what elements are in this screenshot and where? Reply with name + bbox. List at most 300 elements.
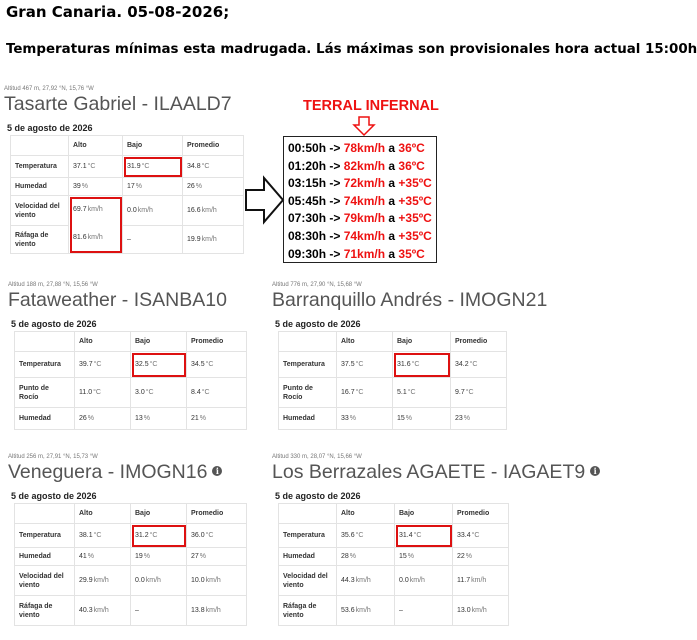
unit: % bbox=[405, 415, 413, 422]
humidity-high-cell bbox=[337, 408, 393, 430]
dew-high-cell bbox=[337, 378, 393, 408]
terral-row bbox=[288, 210, 436, 228]
station-panel-tasarte bbox=[4, 86, 254, 266]
unit: °C bbox=[141, 163, 150, 170]
value: 11.0 bbox=[79, 389, 93, 396]
value: 17 bbox=[127, 183, 135, 190]
joiner: a bbox=[385, 158, 399, 173]
temperature: +35ºC bbox=[398, 228, 432, 243]
unit: % bbox=[407, 553, 415, 560]
temp-low-cell-highlighted bbox=[131, 352, 187, 378]
label-line: Punto de bbox=[19, 384, 49, 392]
station-meta: Altitud 776 m, 27,90 °N, 15,68 °W bbox=[272, 282, 362, 288]
row-label-humidity: Humedad bbox=[279, 548, 337, 566]
table-row-dew-point bbox=[15, 378, 247, 408]
station-panel-barranquillo bbox=[272, 282, 548, 442]
value: – bbox=[127, 236, 131, 243]
label-line: Ráfaga de bbox=[283, 602, 317, 610]
temp-high-cell bbox=[337, 524, 395, 548]
value: 39 bbox=[73, 183, 81, 190]
wind-avg-cell bbox=[453, 566, 509, 596]
humidity-avg-cell bbox=[183, 178, 244, 196]
col-header-low: Bajo bbox=[395, 504, 453, 524]
wind-low-cell bbox=[131, 566, 187, 596]
table-header-row bbox=[15, 504, 247, 524]
humidity-low-cell bbox=[393, 408, 451, 430]
unit: km/h bbox=[355, 607, 371, 614]
row-label-humidity: Humedad bbox=[279, 408, 337, 430]
value: 31.9 bbox=[127, 163, 141, 170]
table-row-temperature bbox=[15, 352, 247, 378]
label-line: Ráfaga de bbox=[19, 602, 53, 610]
summary-date: 5 de agosto de 2026 bbox=[11, 319, 97, 329]
terral-row bbox=[288, 228, 436, 246]
table-row-wind-gust bbox=[15, 596, 247, 626]
col-header-avg: Promedio bbox=[183, 136, 244, 156]
value: 11.7 bbox=[457, 577, 471, 584]
value: 22 bbox=[457, 553, 465, 560]
temperature: +35ºC bbox=[398, 211, 432, 226]
humidity-high-cell bbox=[75, 548, 131, 566]
row-label-wind-speed bbox=[11, 196, 69, 226]
value: 37.1 bbox=[73, 163, 87, 170]
row-label-wind-speed bbox=[15, 566, 75, 596]
value: 39.7 bbox=[79, 361, 93, 368]
temp-low-cell-highlighted bbox=[123, 156, 183, 178]
humidity-avg-cell bbox=[187, 408, 247, 430]
table-header-row bbox=[11, 136, 244, 156]
station-title-text: Veneguera - IMOGN16 bbox=[8, 461, 208, 483]
value: 8.4 bbox=[191, 389, 201, 396]
weather-summary-table bbox=[278, 331, 507, 430]
unit: % bbox=[87, 553, 95, 560]
unit: % bbox=[349, 553, 357, 560]
info-icon[interactable]: i bbox=[590, 466, 600, 476]
wind-speed: 74km/h bbox=[343, 193, 386, 208]
value: 26 bbox=[187, 183, 195, 190]
row-label-humidity: Humedad bbox=[15, 408, 75, 430]
unit: km/h bbox=[93, 607, 109, 614]
temperature: +35ºC bbox=[398, 176, 432, 191]
row-label-temperature: Temperatura bbox=[15, 352, 75, 378]
value: 29.9 bbox=[79, 577, 93, 584]
table-row-wind-speed bbox=[15, 566, 247, 596]
gust-low-cell bbox=[395, 596, 453, 626]
value: – bbox=[399, 607, 403, 614]
unit: °C bbox=[205, 361, 214, 368]
table-row-wind-gust bbox=[279, 596, 509, 626]
unit: km/h bbox=[471, 607, 487, 614]
unit: °C bbox=[471, 532, 480, 539]
unit: °C bbox=[149, 532, 158, 539]
weather-summary-table bbox=[14, 331, 247, 430]
label-line: Velocidad del bbox=[19, 572, 64, 580]
row-label-wind-speed bbox=[279, 566, 337, 596]
temp-high-cell bbox=[69, 156, 123, 178]
unit: km/h bbox=[355, 577, 371, 584]
joiner: a bbox=[385, 211, 399, 226]
label-line: viento bbox=[15, 211, 36, 219]
value: 0.0 bbox=[127, 207, 137, 214]
temp-low-cell-highlighted bbox=[393, 352, 451, 378]
time: 05:45h bbox=[288, 193, 327, 208]
label-line: Ráfaga de bbox=[15, 231, 49, 239]
unit: % bbox=[87, 415, 95, 422]
value: 33.4 bbox=[457, 532, 471, 539]
time: 07:30h bbox=[288, 211, 327, 226]
dew-low-cell bbox=[131, 378, 187, 408]
row-label-dew-point bbox=[15, 378, 75, 408]
wind-speed: 78km/h bbox=[343, 141, 386, 155]
terral-row bbox=[288, 158, 436, 176]
col-header-low: Bajo bbox=[131, 332, 187, 352]
unit: km/h bbox=[409, 577, 425, 584]
weather-summary-table bbox=[10, 135, 244, 254]
temp-low-cell-highlighted bbox=[395, 524, 453, 548]
wind-speed: 72km/h bbox=[343, 176, 386, 191]
station-title-text: Los Berrazales AGAETE - IAGAET9 bbox=[272, 461, 586, 483]
gust-high-cell bbox=[75, 596, 131, 626]
value: 31.6 bbox=[397, 361, 411, 368]
label-line: Rocío bbox=[283, 393, 303, 401]
unit: % bbox=[143, 415, 151, 422]
value: 33 bbox=[341, 415, 349, 422]
value: 28 bbox=[341, 553, 349, 560]
gust-avg-cell bbox=[187, 596, 247, 626]
unit: °C bbox=[93, 532, 102, 539]
unit: °C bbox=[149, 361, 158, 368]
unit: °C bbox=[205, 532, 214, 539]
terral-row bbox=[288, 193, 436, 211]
value: 16.7 bbox=[341, 389, 355, 396]
humidity-avg-cell bbox=[187, 548, 247, 566]
terral-row bbox=[288, 175, 436, 193]
time: 03:15h bbox=[288, 176, 327, 191]
col-header-low: Bajo bbox=[393, 332, 451, 352]
unit: km/h bbox=[87, 206, 103, 213]
unit: °C bbox=[465, 389, 474, 396]
table-row-humidity bbox=[279, 408, 507, 430]
temperature: +35ºC bbox=[398, 193, 432, 208]
temp-avg-cell bbox=[183, 156, 244, 178]
station-meta: Altitud 188 m, 27,88 °N, 15,56 °W bbox=[8, 282, 98, 288]
temperature: 36ºC bbox=[398, 158, 425, 173]
unit: °C bbox=[87, 163, 96, 170]
value: 13.8 bbox=[191, 607, 205, 614]
time: 09:30h bbox=[288, 246, 327, 261]
terral-title: TERRAL INFERNAL bbox=[303, 98, 439, 114]
terral-row bbox=[288, 140, 436, 158]
summary-date: 5 de agosto de 2026 bbox=[7, 123, 93, 133]
wind-high-cells-highlighted bbox=[69, 196, 123, 254]
value: – bbox=[135, 607, 139, 614]
label-line: Velocidad del bbox=[15, 202, 60, 210]
table-header-row bbox=[15, 332, 247, 352]
value: 21 bbox=[191, 415, 199, 422]
value: 16.6 bbox=[187, 207, 201, 214]
value: 38.1 bbox=[79, 532, 93, 539]
value: 34.5 bbox=[191, 361, 205, 368]
station-title[interactable]: Fataweather - ISANBA10 bbox=[8, 289, 227, 311]
unit: °C bbox=[413, 532, 422, 539]
temp-high-cell bbox=[75, 524, 131, 548]
value: 27 bbox=[191, 553, 199, 560]
empty-header-cell bbox=[11, 136, 69, 156]
temperature: 36ºC bbox=[398, 141, 425, 155]
unit: °C bbox=[411, 361, 420, 368]
value: 34.8 bbox=[187, 163, 201, 170]
station-title[interactable]: Tasarte Gabriel - ILAALD7 bbox=[4, 93, 232, 115]
unit: km/h bbox=[471, 577, 487, 584]
value: 0.0 bbox=[135, 577, 145, 584]
unit: % bbox=[195, 183, 203, 190]
value: 36.0 bbox=[191, 532, 205, 539]
station-meta: Altitud 467 m, 27,92 °N, 15,76 °W bbox=[4, 86, 94, 92]
station-title[interactable] bbox=[8, 461, 222, 484]
label-line: viento bbox=[19, 611, 40, 619]
row-label-temperature: Temperatura bbox=[15, 524, 75, 548]
empty-header-cell bbox=[15, 504, 75, 524]
arrow-sep: -> bbox=[326, 193, 344, 208]
col-header-high: Alto bbox=[69, 136, 123, 156]
empty-header-cell bbox=[15, 332, 75, 352]
unit: °C bbox=[355, 532, 364, 539]
temp-avg-cell bbox=[187, 524, 247, 548]
station-meta: Altitud 256 m, 27,91 °N, 15,73 °W bbox=[8, 454, 98, 460]
humidity-avg-cell bbox=[453, 548, 509, 566]
unit: km/h bbox=[201, 207, 217, 214]
temp-avg-cell bbox=[453, 524, 509, 548]
right-arrow-icon bbox=[244, 175, 286, 225]
unit: km/h bbox=[205, 607, 221, 614]
unit: °C bbox=[407, 389, 416, 396]
table-row-humidity bbox=[279, 548, 509, 566]
value: 15 bbox=[399, 553, 407, 560]
unit: % bbox=[135, 183, 143, 190]
dew-high-cell bbox=[75, 378, 131, 408]
humidity-avg-cell bbox=[451, 408, 507, 430]
joiner: a bbox=[385, 141, 399, 155]
terral-list bbox=[283, 136, 437, 263]
humidity-low-cell bbox=[395, 548, 453, 566]
table-row-wind-gust bbox=[11, 226, 244, 254]
value: 15 bbox=[397, 415, 405, 422]
row-label-temperature: Temperatura bbox=[11, 156, 69, 178]
row-label-wind-gust bbox=[279, 596, 337, 626]
time: 00:50h bbox=[288, 141, 327, 155]
info-icon[interactable]: i bbox=[212, 466, 222, 476]
label-line: viento bbox=[283, 611, 304, 619]
table-row-temperature bbox=[279, 524, 509, 548]
label-line: Punto de bbox=[283, 384, 313, 392]
table-row-dew-point bbox=[279, 378, 507, 408]
value: 13.0 bbox=[457, 607, 471, 614]
station-meta: Altitud 330 m, 28,07 °N, 15,66 °W bbox=[272, 454, 362, 460]
unit: % bbox=[463, 415, 471, 422]
col-header-low: Bajo bbox=[131, 504, 187, 524]
humidity-high-cell bbox=[75, 408, 131, 430]
dew-low-cell bbox=[393, 378, 451, 408]
empty-header-cell bbox=[279, 332, 337, 352]
dew-avg-cell bbox=[451, 378, 507, 408]
unit: °C bbox=[93, 361, 102, 368]
unit: °C bbox=[469, 361, 478, 368]
unit: km/h bbox=[145, 577, 161, 584]
page-subtitle: Temperaturas mínimas esta madrugada. Lás máximas son provisionales hora actual 15:00h bbox=[6, 42, 697, 57]
wind-low-cell bbox=[395, 566, 453, 596]
time: 08:30h bbox=[288, 228, 327, 243]
temp-avg-cell bbox=[187, 352, 247, 378]
gust-avg-cell bbox=[453, 596, 509, 626]
gust-high-cell bbox=[337, 596, 395, 626]
wind-speed: 82km/h bbox=[343, 158, 386, 173]
row-label-wind-gust bbox=[11, 226, 69, 254]
value: 34.2 bbox=[455, 361, 469, 368]
joiner: a bbox=[385, 176, 399, 191]
unit: km/h bbox=[87, 234, 103, 241]
table-row-temperature bbox=[279, 352, 507, 378]
unit: °C bbox=[93, 389, 101, 396]
unit: km/h bbox=[137, 207, 153, 214]
row-label-wind-gust bbox=[15, 596, 75, 626]
unit: °C bbox=[355, 389, 364, 396]
unit: % bbox=[81, 183, 89, 190]
table-row-temperature bbox=[15, 524, 247, 548]
value: 81.6 bbox=[73, 234, 87, 241]
gust-low-cell bbox=[123, 226, 183, 254]
table-row-humidity bbox=[11, 178, 244, 196]
empty-header-cell bbox=[279, 504, 337, 524]
temp-high-cell bbox=[337, 352, 393, 378]
value: 69.7 bbox=[73, 206, 87, 213]
row-label-humidity: Humedad bbox=[15, 548, 75, 566]
wind-speed: 71km/h bbox=[343, 246, 386, 261]
station-panel-fataweather bbox=[8, 282, 248, 442]
value: 9.7 bbox=[455, 389, 465, 396]
time: 01:20h bbox=[288, 158, 327, 173]
row-label-temperature: Temperatura bbox=[279, 524, 337, 548]
col-header-avg: Promedio bbox=[187, 332, 247, 352]
table-row-humidity bbox=[15, 408, 247, 430]
value: 19 bbox=[135, 553, 143, 560]
col-header-low: Bajo bbox=[123, 136, 183, 156]
value: 26 bbox=[79, 415, 87, 422]
value: 0.0 bbox=[399, 577, 409, 584]
joiner: a bbox=[385, 193, 399, 208]
unit: km/h bbox=[93, 577, 109, 584]
temp-high-cell bbox=[75, 352, 131, 378]
row-label-temperature: Temperatura bbox=[279, 352, 337, 378]
wind-high-cell bbox=[75, 566, 131, 596]
value: 13 bbox=[135, 415, 143, 422]
value: 19.9 bbox=[187, 236, 201, 243]
arrow-sep: -> bbox=[326, 228, 344, 243]
value: 35.6 bbox=[341, 532, 355, 539]
label-line: viento bbox=[283, 581, 304, 589]
arrow-sep: -> bbox=[326, 246, 344, 261]
value: 23 bbox=[455, 415, 463, 422]
label-line: viento bbox=[19, 581, 40, 589]
station-panel-berrazales bbox=[272, 454, 597, 640]
row-label-humidity: Humedad bbox=[11, 178, 69, 196]
dew-avg-cell bbox=[187, 378, 247, 408]
table-row-humidity bbox=[15, 548, 247, 566]
unit: °C bbox=[201, 163, 210, 170]
joiner: a bbox=[385, 228, 399, 243]
col-header-high: Alto bbox=[75, 332, 131, 352]
col-header-avg: Promedio bbox=[187, 504, 247, 524]
unit: °C bbox=[201, 389, 210, 396]
unit: °C bbox=[355, 361, 364, 368]
col-header-high: Alto bbox=[337, 332, 393, 352]
unit: km/h bbox=[205, 577, 221, 584]
value: 53.6 bbox=[341, 607, 355, 614]
humidity-low-cell bbox=[123, 178, 183, 196]
unit: % bbox=[349, 415, 357, 422]
value: 40.3 bbox=[79, 607, 93, 614]
table-row-wind-speed bbox=[279, 566, 509, 596]
temperature: 35ºC bbox=[398, 246, 425, 261]
summary-date: 5 de agosto de 2026 bbox=[275, 319, 361, 329]
wind-avg-cell bbox=[183, 196, 244, 226]
humidity-high-cell bbox=[337, 548, 395, 566]
station-panel-veneguera bbox=[8, 454, 248, 640]
value: 37.5 bbox=[341, 361, 355, 368]
row-label-dew-point bbox=[279, 378, 337, 408]
table-header-row bbox=[279, 332, 507, 352]
col-header-avg: Promedio bbox=[451, 332, 507, 352]
gust-low-cell bbox=[131, 596, 187, 626]
label-line: viento bbox=[15, 240, 36, 248]
table-row-temperature bbox=[11, 156, 244, 178]
unit: % bbox=[199, 415, 207, 422]
col-header-avg: Promedio bbox=[453, 504, 509, 524]
wind-avg-cell bbox=[187, 566, 247, 596]
wind-speed: 74km/h bbox=[343, 228, 386, 243]
gust-avg-cell bbox=[183, 226, 244, 254]
station-title[interactable]: Barranquillo Andrés - IMOGN21 bbox=[272, 289, 548, 311]
value: 44.3 bbox=[341, 577, 355, 584]
value: 31.4 bbox=[399, 532, 413, 539]
arrow-sep: -> bbox=[326, 176, 344, 191]
unit: °C bbox=[145, 389, 154, 396]
weather-summary-table bbox=[14, 503, 247, 626]
value: 32.5 bbox=[135, 361, 149, 368]
value: 31.2 bbox=[135, 532, 149, 539]
humidity-high-cell bbox=[69, 178, 123, 196]
value: 10.0 bbox=[191, 577, 205, 584]
terral-row bbox=[288, 246, 436, 264]
wind-low-cell bbox=[123, 196, 183, 226]
summary-date: 5 de agosto de 2026 bbox=[275, 491, 361, 501]
down-arrow-icon bbox=[353, 116, 375, 136]
unit: % bbox=[199, 553, 207, 560]
col-header-high: Alto bbox=[75, 504, 131, 524]
summary-date: 5 de agosto de 2026 bbox=[11, 491, 97, 501]
weather-summary-table bbox=[278, 503, 509, 626]
arrow-sep: -> bbox=[326, 211, 344, 226]
arrow-sep: -> bbox=[326, 141, 344, 155]
station-title[interactable] bbox=[272, 461, 600, 484]
unit: % bbox=[465, 553, 473, 560]
arrow-sep: -> bbox=[326, 158, 344, 173]
wind-speed: 79km/h bbox=[343, 211, 386, 226]
page-title: Gran Canaria. 05-08-2026; bbox=[6, 3, 230, 21]
table-header-row bbox=[279, 504, 509, 524]
unit: % bbox=[143, 553, 151, 560]
humidity-low-cell bbox=[131, 408, 187, 430]
wind-high-cell bbox=[337, 566, 395, 596]
